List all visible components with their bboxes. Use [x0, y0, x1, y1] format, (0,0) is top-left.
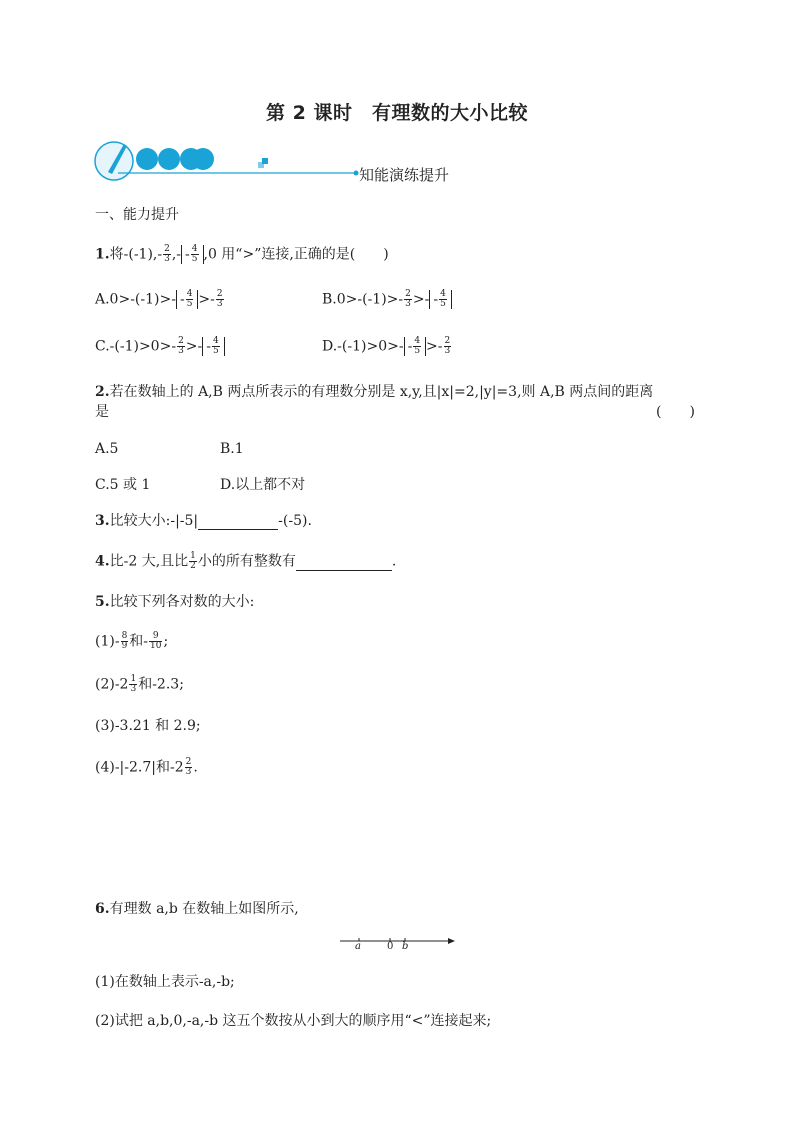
denominator: 10 [150, 641, 162, 651]
page-title: 第 2 课时 有理数的大小比较 [266, 102, 528, 124]
text: ; [163, 633, 169, 650]
denominator: 3 [216, 299, 223, 309]
denominator: 5 [191, 254, 198, 264]
answer-blank[interactable] [198, 513, 278, 530]
fraction [413, 337, 421, 356]
fraction [121, 632, 129, 651]
denominator: 5 [414, 346, 421, 356]
numerator: 1 [130, 674, 137, 684]
q2-option-d[interactable]: D.以上都不对 [220, 477, 306, 493]
denominator: 9 [121, 641, 128, 651]
text: -(-5). [278, 513, 312, 529]
q1-option-d[interactable] [322, 337, 452, 356]
numerator: 2 [164, 244, 170, 254]
question-5-part-1 [95, 632, 168, 651]
question-2-stem-line2: 是 [95, 404, 109, 420]
option-text: >- [412, 291, 430, 308]
q1-option-a[interactable] [95, 290, 225, 309]
question-4 [95, 552, 396, 571]
question-5-stem [95, 593, 254, 611]
fraction [149, 632, 162, 651]
q1-option-b[interactable] [322, 290, 452, 309]
question-5-part-4 [95, 758, 198, 777]
q2-option-a[interactable]: A.5 [95, 441, 119, 457]
numerator: 4 [191, 244, 198, 254]
absolute-value [404, 337, 426, 356]
text: ,0 用“>”连接,正确的是( ) [203, 246, 389, 263]
question-number: 6. [95, 901, 110, 917]
denominator: 3 [178, 346, 184, 356]
fraction [404, 290, 412, 309]
question-2-stem [95, 383, 653, 401]
numerator: 1 [190, 551, 196, 561]
text: 有理数 a,b 在数轴上如图所示, [109, 901, 299, 917]
minus: - [179, 291, 185, 308]
denominator: 3 [130, 684, 137, 694]
option-text: >- [198, 291, 215, 308]
question-number: 5. [95, 594, 110, 610]
question-number: 4. [95, 553, 110, 570]
numerator: 2 [178, 336, 184, 346]
question-5-part-3: (3)-3.21 和 2.9; [95, 718, 201, 734]
text: 小的所有整数有 [197, 553, 296, 570]
minus: - [433, 291, 439, 308]
numerator: 2 [185, 757, 192, 767]
minus: - [407, 338, 413, 355]
denominator: 3 [405, 299, 411, 309]
question-6-part-1: (1)在数轴上表示-a,-b; [95, 974, 235, 990]
denominator: 3 [164, 254, 170, 264]
fraction [191, 245, 199, 264]
option-text: C.-(-1)>0>- [95, 338, 177, 355]
absolute-value [429, 290, 451, 309]
axis-label-b: b [402, 941, 409, 952]
fraction [177, 337, 185, 356]
fraction [444, 337, 452, 356]
option-text: >- [426, 338, 443, 355]
fraction [185, 758, 193, 777]
numerator: 2 [405, 289, 411, 299]
question-3 [95, 512, 312, 530]
numerator: 4 [213, 336, 219, 346]
question-1-stem [95, 245, 389, 264]
text: 和-2.3; [138, 676, 184, 693]
denominator: 5 [186, 299, 193, 309]
banner-label: 知能演练提升 [359, 166, 450, 184]
text: 比-2 大,且比 [109, 553, 189, 570]
text: (2)-2 [95, 676, 129, 693]
question-number: 1. [95, 246, 110, 263]
denominator: 3 [185, 767, 192, 777]
section-banner [94, 138, 474, 188]
text: . [391, 553, 397, 570]
option-text: D.-(-1)>0>- [322, 338, 404, 355]
number-line [340, 932, 460, 956]
question-number: 2. [95, 384, 110, 400]
fraction [439, 290, 447, 309]
text: 将-(-1),- [109, 246, 163, 263]
text: 和- [129, 633, 149, 650]
absolute-value [202, 337, 224, 356]
answer-blank[interactable] [296, 554, 392, 571]
q2-option-b[interactable]: B.1 [220, 441, 244, 457]
minus: - [185, 246, 190, 263]
numerator: 9 [149, 632, 162, 642]
minus: - [206, 338, 211, 355]
fraction [189, 552, 197, 571]
text: ,- [171, 246, 182, 263]
text: (4)-|-2.7|和-2 [95, 759, 184, 776]
fraction [163, 245, 171, 264]
option-text: >- [185, 338, 203, 355]
text: (1)- [95, 633, 120, 650]
numerator: 8 [121, 631, 128, 641]
option-text: A.0>-(-1)>- [95, 291, 176, 308]
fraction [129, 675, 137, 694]
numerator: 4 [440, 289, 446, 299]
q1-option-c[interactable] [95, 337, 225, 356]
numerator: 4 [186, 289, 193, 299]
q2-option-c[interactable]: C.5 或 1 [95, 477, 151, 493]
axis-label-a: a [355, 941, 361, 952]
option-text: B.0>-(-1)>- [322, 291, 404, 308]
denominator: 2 [190, 561, 196, 571]
text: 比较大小:-|-5| [109, 513, 199, 529]
answer-paren: ( ) [656, 404, 695, 420]
question-number: 3. [95, 513, 110, 529]
question-5-part-2 [95, 675, 184, 694]
text: . [193, 759, 198, 776]
denominator: 5 [440, 299, 446, 309]
numerator: 2 [444, 336, 451, 346]
absolute-value [181, 245, 203, 264]
absolute-value [176, 290, 198, 309]
text: 比较下列各对数的大小: [109, 594, 255, 610]
section-heading: 一、能力提升 [95, 207, 179, 223]
question-6-stem [95, 900, 299, 918]
numerator: 2 [216, 289, 223, 299]
numerator: 4 [414, 336, 421, 346]
denominator: 3 [444, 346, 451, 356]
fraction [186, 290, 194, 309]
fraction [216, 290, 224, 309]
text: 若在数轴上的 A,B 两点所表示的有理数分别是 x,y,且|x|=2,|y|=3,则 A,B 两点间的距离 [109, 384, 654, 400]
question-6-part-2: (2)试把 a,b,0,-a,-b 这五个数按从小到大的顺序用“<”连接起来; [95, 1013, 492, 1029]
axis-label-zero: 0 [387, 941, 394, 952]
denominator: 5 [213, 346, 219, 356]
fraction [212, 337, 220, 356]
